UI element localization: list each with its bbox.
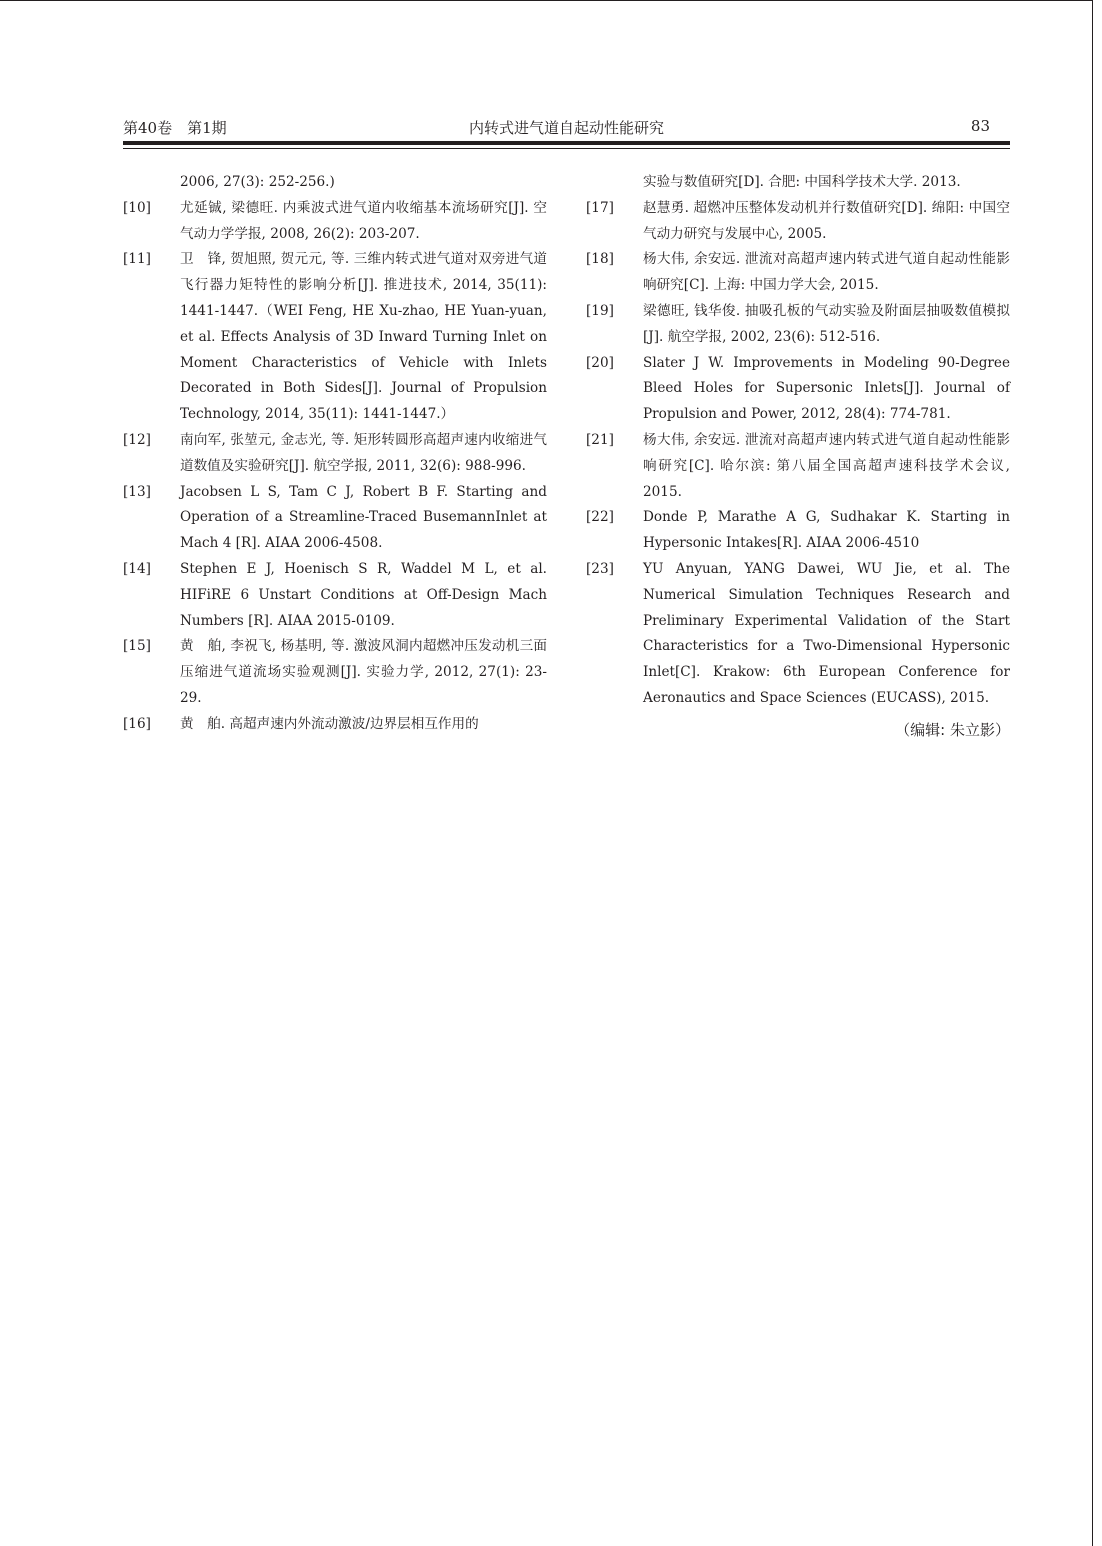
reference-number: [16]	[123, 715, 151, 732]
reference-text: 黄 舶, 李祝飞, 杨基明, 等. 激波风洞内超燃冲压发动机三面压缩进气道流场实验观测[J]. 实验力学, 2012, 27(1): 23-29.	[180, 638, 547, 706]
reference-text: 黄 舶. 高超声速内外流动激波/边界层相互作用的	[180, 715, 479, 732]
reference-number: [13]	[123, 483, 151, 500]
reference-text: 杨大伟, 余安远. 泄流对高超声速内转式进气道自起动性能影响研究[C]. 上海: 中国力学大会, 2015.	[643, 251, 1010, 294]
header-rule-thin	[123, 148, 1010, 149]
reference-entry	[586, 351, 1010, 428]
reference-number: [10]	[123, 199, 151, 216]
reference-entry	[586, 505, 1010, 557]
page-number: 83	[970, 117, 990, 135]
reference-text: 赵慧勇. 超燃冲压整体发动机并行数值研究[D]. 绵阳: 中国空气动力研究与发展中心, 2005.	[643, 199, 1010, 242]
reference-number: [23]	[586, 560, 614, 577]
reference-entry	[123, 712, 547, 738]
reference-number: [19]	[586, 302, 614, 319]
reference-entry	[586, 299, 1010, 351]
reference-text: Slater J W. Improvements in Modeling 90-Degree Bleed Holes for Supersonic Inlets[J]. Journal of Propulsion and Power, 2012, 28(4): 774-781.	[643, 354, 1010, 423]
reference-text: 卫 锋, 贺旭照, 贺元元, 等. 三维内转式进气道对双旁进气道飞行器力矩特性的影响分析[J]. 推进技术, 2014, 35(11): 1441-1447.（WEI Feng, HE Xu-zhao, HE Yuan-yuan, et al. Effects Analysis of 3D Inward Turning Inlet on Moment Characteristics of Vehicle with Inlets Decorated in Both Sides[J]. Journal of Propulsion Technology, 2014, 35(11): 1441-1447.）	[180, 251, 547, 423]
reference-entry	[123, 247, 547, 428]
reference-entry	[586, 196, 1010, 248]
reference-number: [20]	[586, 354, 614, 371]
reference-entry	[123, 196, 547, 248]
reference-text: Donde P, Marathe A G, Sudhakar K. Starting in Hypersonic Intakes[R]. AIAA 2006-4510	[643, 509, 1010, 552]
reference-text: 尤延铖, 梁德旺. 内乘波式进气道内收缩基本流场研究[J]. 空气动力学学报, 2008, 26(2): 203-207.	[180, 199, 547, 242]
reference-text: 梁德旺, 钱华俊. 抽吸孔板的气动实验及附面层抽吸数值模拟[J]. 航空学报, 2002, 23(6): 512-516.	[643, 302, 1010, 345]
reference-number: [14]	[123, 560, 151, 577]
reference-entry	[586, 557, 1010, 712]
reference-text: YU Anyuan, YANG Dawei, WU Jie, et al. The Numerical Simulation Techniques Research and Preliminary Experimental Validation of the Start Characteristics for a Two-Dimensional Hypersonic Inlet[C]. Krakow: 6th European Conference for Aeronautics and Space Sciences (EUCASS), 2015.	[643, 560, 1010, 706]
reference-entry	[123, 428, 547, 480]
page-border-right	[1092, 0, 1093, 1546]
reference-text: 南向军, 张堃元, 金志光, 等. 矩形转圆形高超声速内收缩进气道数值及实验研究[J]. 航空学报, 2011, 32(6): 988-996.	[180, 431, 547, 474]
reference-entry	[123, 557, 547, 634]
running-title: 内转式进气道自起动性能研究	[468, 119, 664, 137]
reference-number: [12]	[123, 431, 151, 448]
reference-column-right	[586, 170, 1010, 743]
reference-entry	[123, 480, 547, 557]
reference-continuation	[123, 170, 547, 196]
volume-issue: 第40卷 第1期	[123, 119, 227, 137]
editor-credit: （编辑: 朱立影）	[895, 720, 1010, 739]
reference-number: [17]	[586, 199, 614, 216]
reference-number: [21]	[586, 431, 614, 448]
reference-number: [22]	[586, 509, 614, 526]
page-border-top	[0, 0, 1092, 1]
reference-text: Stephen E J, Hoenisch S R, Waddel M L, et al. HIFiRE 6 Unstart Conditions at Off-Design Mach Numbers [R]. AIAA 2015-0109.	[180, 560, 547, 629]
reference-number: [15]	[123, 638, 151, 655]
reference-text: 杨大伟, 余安远. 泄流对高超声速内转式进气道自起动性能影响研究[C]. 哈尔滨: 第八届全国高超声速科技学术会议, 2015.	[643, 431, 1010, 500]
reference-entry	[586, 428, 1010, 505]
reference-entry	[123, 634, 547, 711]
reference-text: 实验与数值研究[D]. 合肥: 中国科学技术大学. 2013.	[643, 174, 961, 190]
running-header	[123, 115, 1010, 141]
header-rule-thick	[123, 141, 1010, 145]
reference-number: [18]	[586, 251, 614, 268]
reference-text: Jacobsen L S, Tam C J, Robert B F. Starting and Operation of a Streamline-Traced BusemannInlet at Mach 4 [R]. AIAA 2006-4508.	[180, 483, 547, 552]
reference-continuation	[586, 170, 1010, 196]
reference-column-left	[123, 170, 547, 738]
reference-number: [11]	[123, 251, 151, 268]
reference-entry	[586, 247, 1010, 299]
reference-text: 2006, 27(3): 252-256.)	[180, 174, 335, 190]
